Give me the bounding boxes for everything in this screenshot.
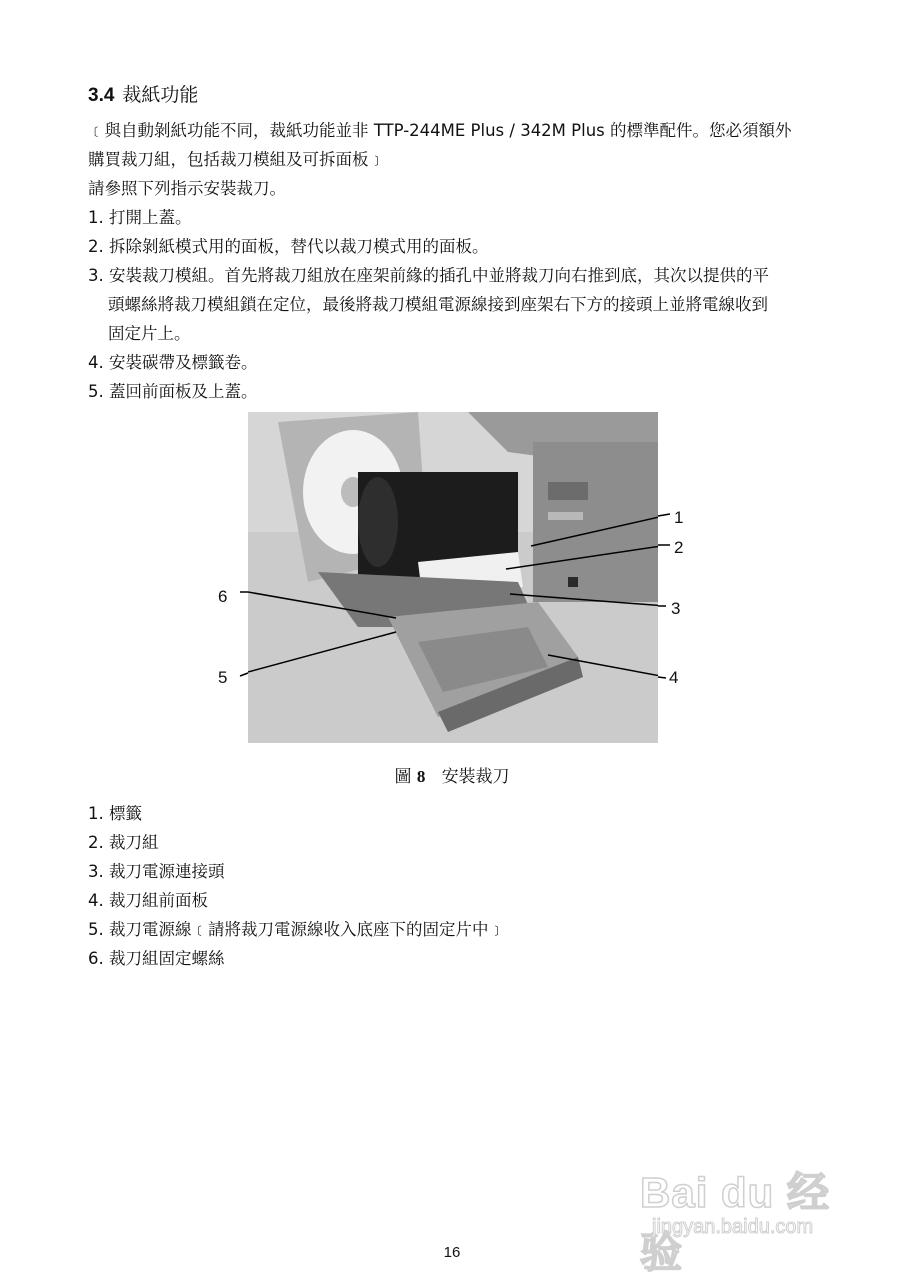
- figure-caption: [0, 762, 904, 787]
- legend-item-3: 3. 裁刀電源連接頭: [88, 862, 225, 881]
- baidu-watermark: [640, 1150, 860, 1276]
- step-5: 5. 蓋回前面板及上蓋。: [88, 382, 258, 401]
- callout-1: 1: [674, 508, 684, 527]
- legend-item-2: 2. 裁刀組: [88, 833, 159, 852]
- step-3-cont-2: 固定片上。: [108, 324, 191, 343]
- caption-text: 安裝裁刀: [441, 767, 510, 787]
- callout-5: 5: [218, 668, 228, 687]
- step-4: 4. 安裝碳帶及標籤卷。: [88, 353, 258, 372]
- callout-3: 3: [671, 599, 681, 618]
- watermark-url: jingyan.baidu.com: [652, 1216, 814, 1238]
- legend-item-5: 5. 裁刀電源線﹝請將裁刀電源線收入底座下的固定片中﹞: [88, 920, 505, 939]
- watermark-brand: Bai du 经验: [640, 1169, 831, 1276]
- step-2: 2. 拆除剝紙模式用的面板，替代以裁刀模式用的面板。: [88, 237, 489, 256]
- callout-2: 2: [674, 538, 684, 557]
- step-3-cont-1: 頭螺絲將裁刀模組鎖在定位，最後將裁刀模組電源線接到座架右下方的接頭上並將電線收到: [108, 295, 768, 314]
- section-number: 3.4: [88, 85, 115, 106]
- legend-item-6: 6. 裁刀組固定螺絲: [88, 949, 225, 968]
- callout-4: 4: [669, 668, 679, 687]
- intro-line-2: 購買裁刀組，包括裁刀模組及可拆面板﹞: [88, 150, 385, 169]
- intro-line-1: ﹝與自動剝紙功能不同，裁紙功能並非 TTP-244ME Plus / 342M Plus 的標準配件。您必須額外: [88, 121, 792, 140]
- legend-item-1: 1. 標籤: [88, 804, 142, 823]
- legend-item-4: 4. 裁刀組前面板: [88, 891, 208, 910]
- step-1: 1. 打開上蓋。: [88, 208, 192, 227]
- caption-prefix: 圖: [394, 767, 412, 787]
- caption-number: 8: [416, 767, 426, 786]
- intro-line-3: 請參照下列指示安裝裁刀。: [88, 179, 286, 198]
- page-number: 16: [443, 1244, 461, 1261]
- callout-6: 6: [218, 587, 228, 606]
- step-3: 3. 安裝裁刀模組。首先將裁刀組放在座架前緣的插孔中並將裁刀向右推到底，其次以提供的平: [88, 266, 769, 285]
- section-title: 裁紙功能: [122, 84, 199, 106]
